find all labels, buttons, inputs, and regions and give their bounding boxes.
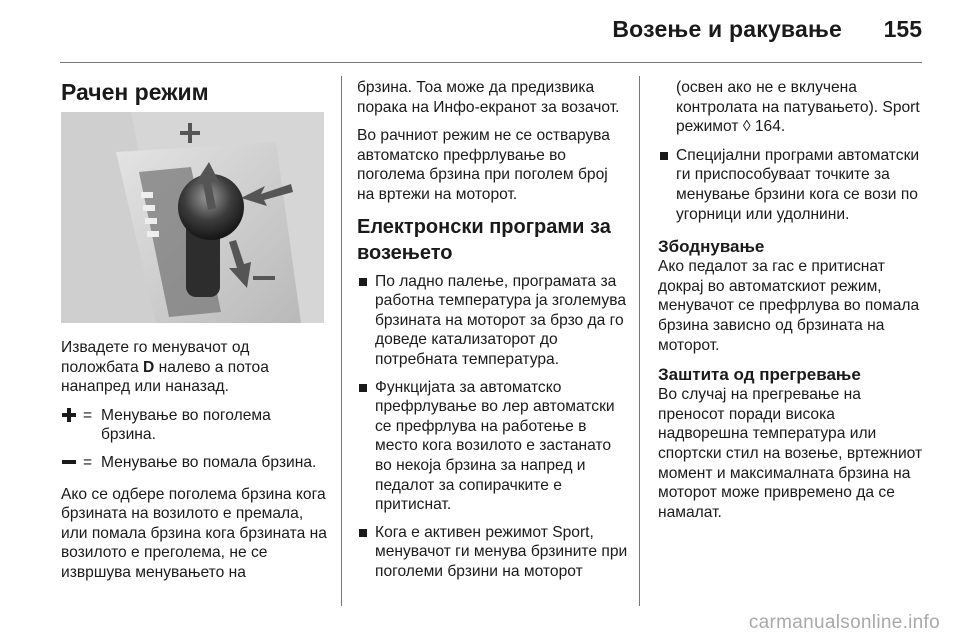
upshift-legend-row <box>61 406 329 445</box>
plus-icon <box>61 406 83 425</box>
bullet-square-icon <box>359 278 367 286</box>
header-title: Возење и ракување <box>612 16 842 42</box>
gear-position-d: D <box>143 358 155 376</box>
list-item: Функцијата за автоматско префрлување во лер автоматски се префрлува на работење в место кога возилото е застанато во некоја брзина за напред и педалот за сопирачките е притиснат. <box>357 378 629 515</box>
manual-mode-instruction <box>61 338 329 397</box>
section-heading-kickdown: Збоднување <box>658 237 765 257</box>
instruction-text-end: налево а потоа нанапред или наназад. <box>61 358 269 396</box>
paragraph-overheat: Во случај на прегревање на преносот поради висока надворешна температура или спортски стил на возење, вртежниот момент и максималната брзина на моторот може привремено да се намалат. <box>658 386 923 521</box>
column-2 <box>357 78 629 589</box>
bullet-square-icon <box>660 152 668 160</box>
paragraph-kickdown: Ако педалот за гас е притиснат докрај во автоматскиот режим, менувачот се префрлува во помала брзина зависно од брзината на моторот. <box>658 258 920 354</box>
watermark: carmanualsonline.info <box>748 612 940 633</box>
page-number: 155 <box>883 16 922 42</box>
bullet-square-icon <box>359 384 367 392</box>
paragraph-message: брзина. Тоа може да предизвика порака на Инфо-екранот за возачот. <box>357 79 620 116</box>
header-divider <box>60 62 922 63</box>
column-divider <box>639 76 640 606</box>
list-item: По ладно палење, програмата за работна температура ја зголемува брзината на моторот за брзо да го доведе катализаторот до потребната температура. <box>357 272 629 370</box>
column-1-body <box>61 338 329 592</box>
equals-sign: = <box>83 453 93 471</box>
gear-selector-illustration <box>61 112 324 323</box>
downshift-legend-row <box>61 453 329 473</box>
upshift-text: Менување во поголема брзина. <box>101 406 271 444</box>
section-heading-manual-mode: Рачен режим <box>61 79 209 105</box>
bullet-square-icon <box>359 529 367 537</box>
list-item: Кога е активен режимот Sport, менувачот ги менува брзините при поголеми брзини на моторот <box>357 523 629 582</box>
gear-selector-image <box>61 112 324 323</box>
paragraph-cruise-exception: (освен ако не е вклучена контролата на патувањето). Sport режимот ◊ 164. <box>676 79 920 136</box>
shift-limit-paragraph: Ако се одбере поголема брзина кога брзината на возилото е премала, или помала брзина кога брзината на возилото е преголема, не се извршува менувањето на <box>61 485 327 581</box>
minus-icon <box>61 453 83 472</box>
equals-sign: = <box>83 406 93 424</box>
list-item: Специјални програми автоматски ги приспособуваат точките за менување брзини кога се вози по угорници или удолнини. <box>658 146 926 224</box>
column-1 <box>61 78 329 106</box>
column-divider <box>341 76 342 606</box>
section-heading-electronic-programs: Електронски програми за возењето <box>357 215 611 264</box>
instruction-text-start: Извадете го менувачот од положбата <box>61 339 250 376</box>
section-heading-overheat: Заштита од прегревање <box>658 365 861 385</box>
paragraph-no-auto-upshift: Во рачниот режим не се остварува автоматско префрлување во поголема брзина при поголем број на вртежи на моторот. <box>357 127 610 203</box>
downshift-text: Менување во помала брзина. <box>101 453 317 471</box>
page-header <box>0 0 960 64</box>
column-3 <box>658 78 926 531</box>
